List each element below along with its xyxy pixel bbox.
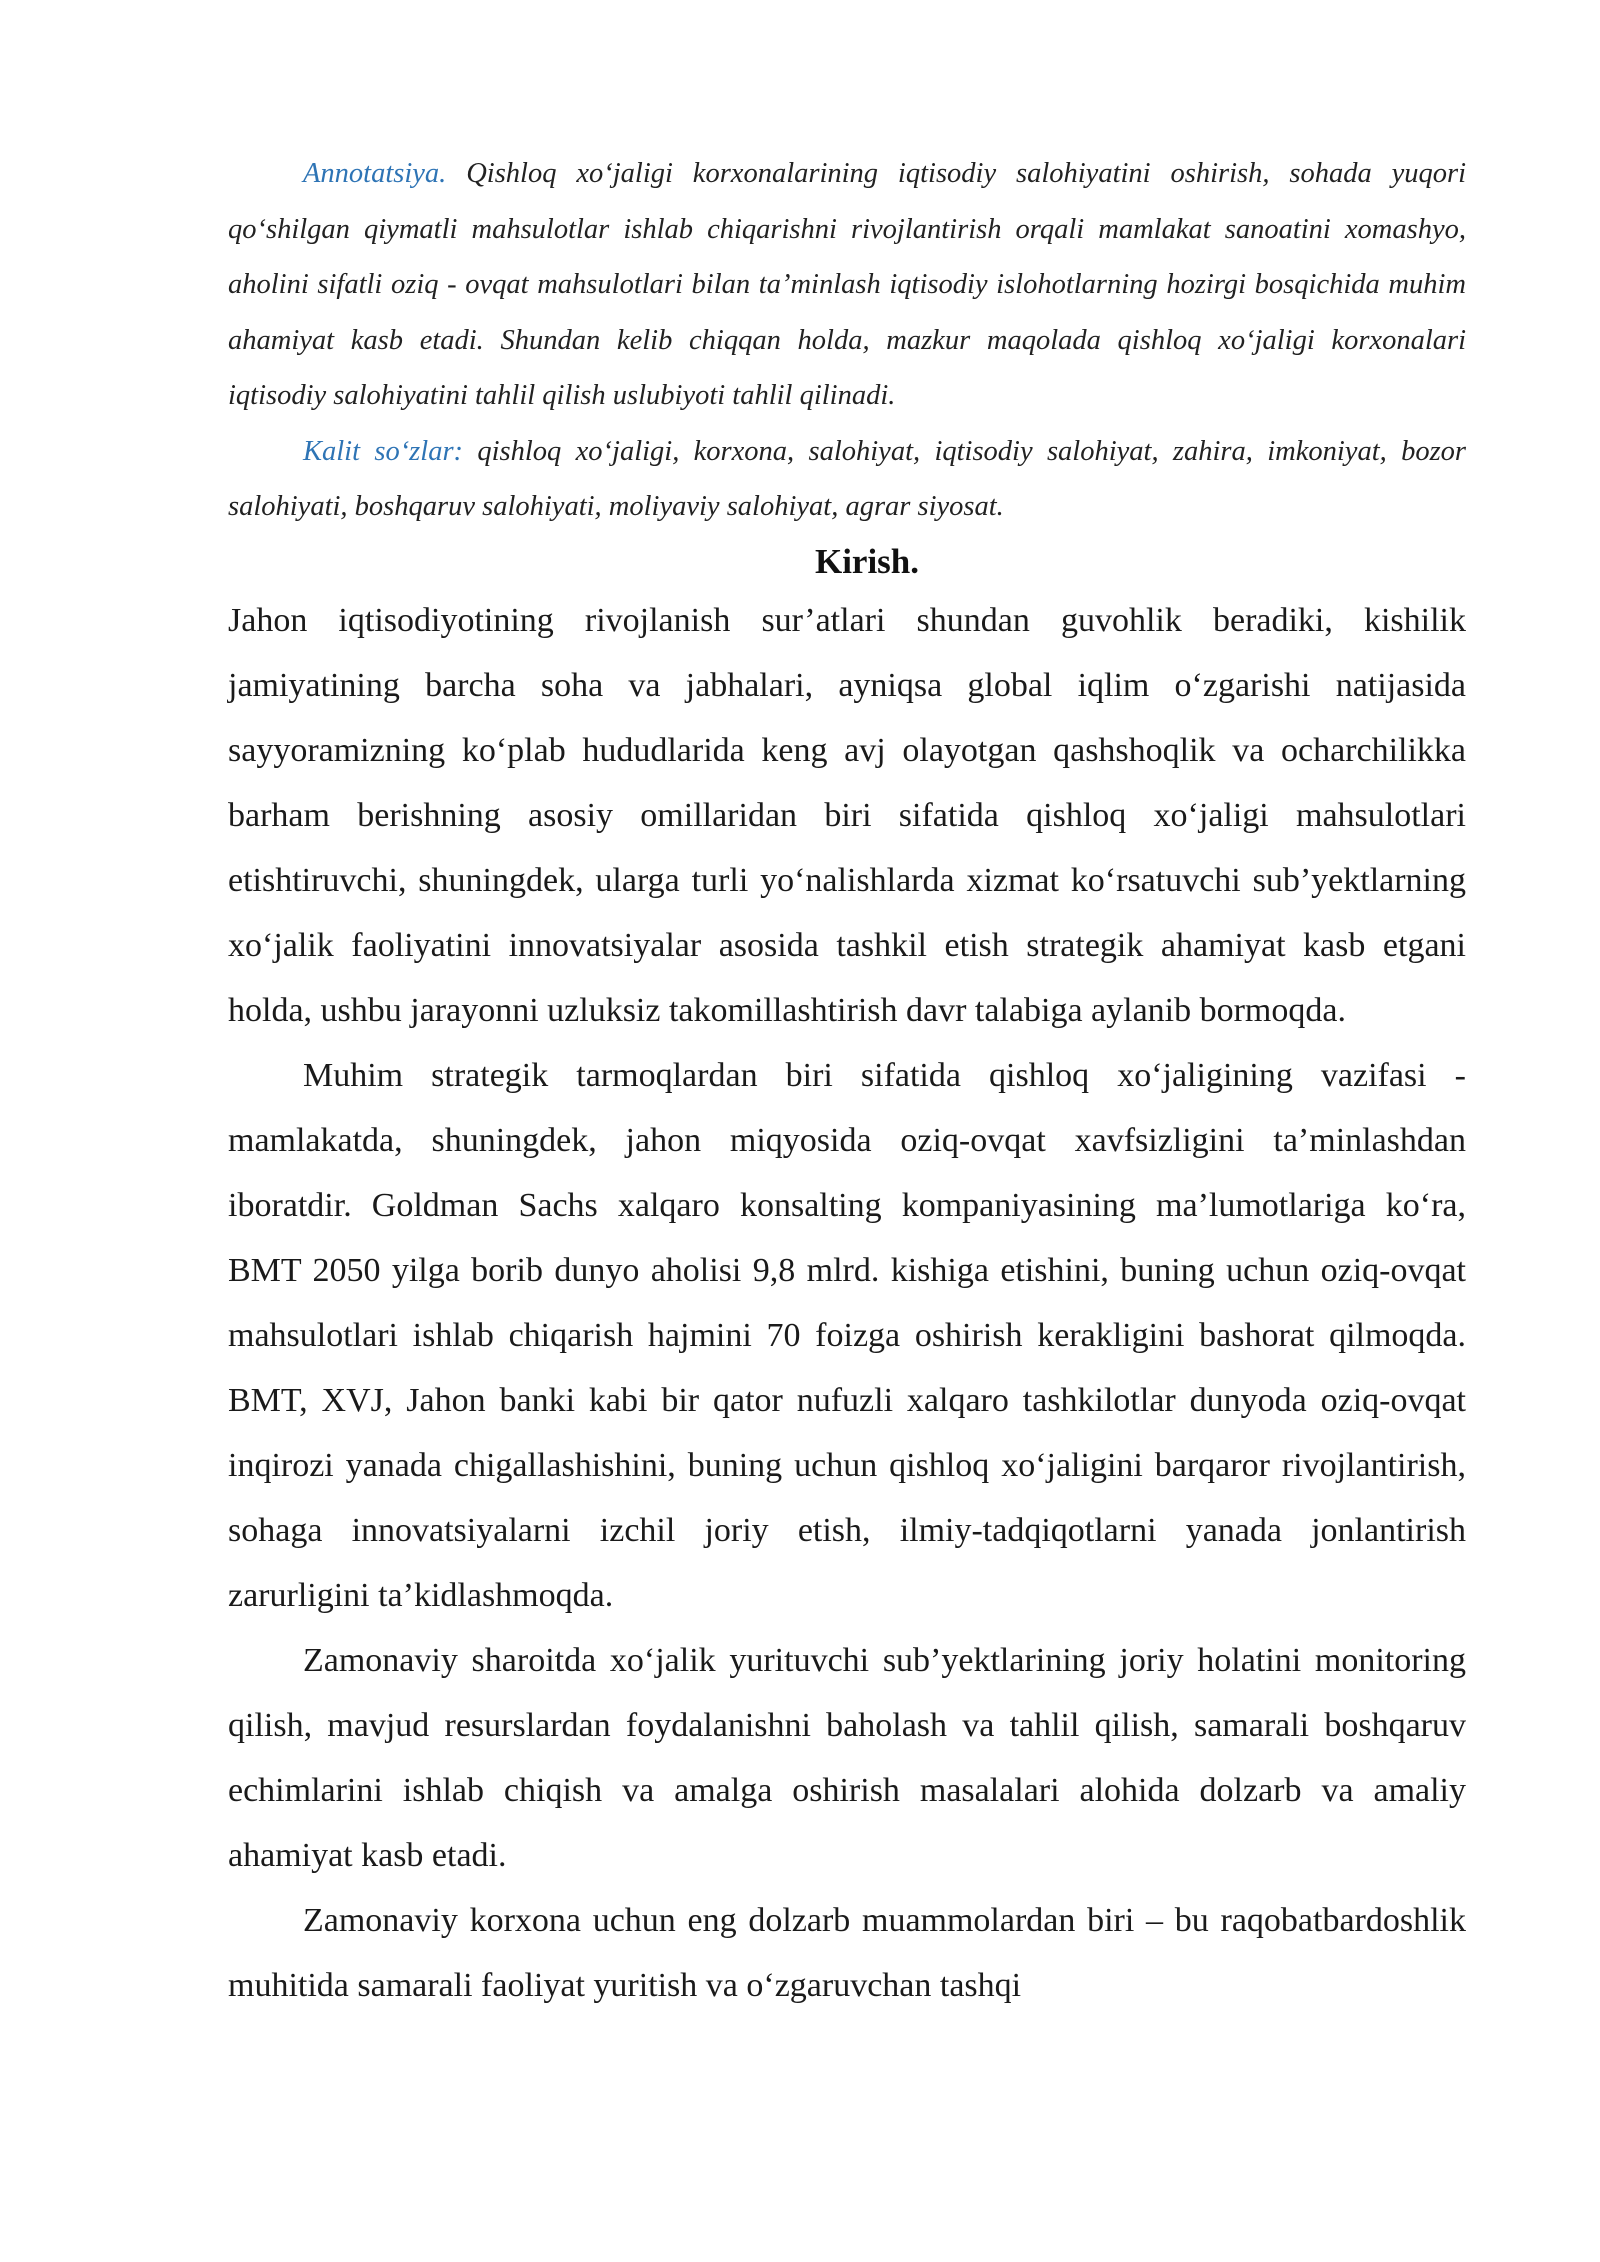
paragraph-2: Muhim strategik tarmoqlardan biri sifatida qishloq xo‘jaligining vazifasi - mamlakatda, shuningdek, jahon miqyosida oziq-ovqat xavfsizligini ta’minlashdan iboratdir. Goldman Sachs xalqaro konsalting kompaniyasining ma’lumotlariga ko‘ra, BMT 2050 yilga borib dunyo aholisi 9,8 mlrd. kishiga etishini, buning uchun oziq-ovqat mahsulotlari ishlab chiqarish hajmini 70 foizga oshirish kerakligini bashorat qilmoqda. BMT, XVJ, Jahon banki kabi bir qator nufuzli xalqaro tashkilotlar dunyoda oziq-ovqat inqirozi yanada chigallashishini, buning uchun qishloq xo‘jaligini barqaror rivojlantirish, sohaga innovatsiyalarni izchil joriy etish, ilmiy-tadqiqotlarni yanada jonlantirish zarurligini ta’kidlashmoqda.	[228, 1056, 1466, 1614]
abstract-label: Annotatsiya.	[303, 158, 447, 189]
abstract	[228, 146, 1466, 424]
paragraph-1: Jahon iqtisodiyotining rivojlanish sur’atlari shundan guvohlik beradiki, kishilik jamiyatining barcha soha va jabhalari, ayniqsa global iqlim o‘zgarishi natijasida sayyoramizning ko‘plab hududlarida keng avj olayotgan qashshoqlik va ocharchilikka barham berishning asosiy omillaridan biri sifatida qishloq xo‘jaligi mahsulotlari etishtiruvchi, shuningdek, ularga turli yo‘nalishlarda xizmat ko‘rsatuvchi sub’yektlarning xo‘jalik faoliyatini innovatsiyalar asosida tashkil etish strategik ahamiyat kasb etgani holda, ushbu jarayonni uzluksiz takomillashtirish davr talabiga aylanib bormoqda.	[228, 601, 1466, 1029]
abstract-text: Qishloq xo‘jaligi korxonalarining iqtisodiy salohiyatini oshirish, sohada yuqori qo‘shilgan qiymatli mahsulotlar ishlab chiqarishni rivojlantirish orqali mamlakat sanoatini xomashyo, aholini sifatli oziq - ovqat mahsulotlari bilan ta’minlash iqtisodiy islohotlarning hozirgi bosqichida muhim ahamiyat kasb etadi. Shundan kelib chiqqan holda, mazkur maqolada qishloq xo‘jaligi korxonalari iqtisodiy salohiyatini tahlil qilish uslubiyoti tahlil qilinadi.	[228, 158, 1467, 411]
document-page	[228, 146, 1466, 2018]
keywords	[228, 424, 1466, 535]
section-title: Kirish.	[814, 541, 920, 581]
paragraph-4: Zamonaviy korxona uchun eng dolzarb muammolardan biri – bu raqobatbardoshlik muhitida samarali faoliyat yuritish va o‘zgaruvchan tashqi	[228, 1901, 1466, 2004]
paragraph-3: Zamonaviy sharoitda xo‘jalik yurituvchi sub’yektlarining joriy holatini monitoring qilish, mavjud resurslardan foydalanishni baholash va tahlil qilish, samarali boshqaruv echimlarini ishlab chiqish va amalga oshirish masalalari alohida dolzarb va amaliy ahamiyat kasb etadi.	[228, 1641, 1466, 1874]
keywords-text: qishloq xo‘jaligi, korxona, salohiyat, iqtisodiy salohiyat, zahira, imkoniyat, bozor salohiyati, boshqaruv salohiyati, moliyaviy salohiyat, agrar siyosat.	[228, 435, 1467, 522]
keywords-label: Kalit so‘zlar:	[303, 435, 464, 467]
